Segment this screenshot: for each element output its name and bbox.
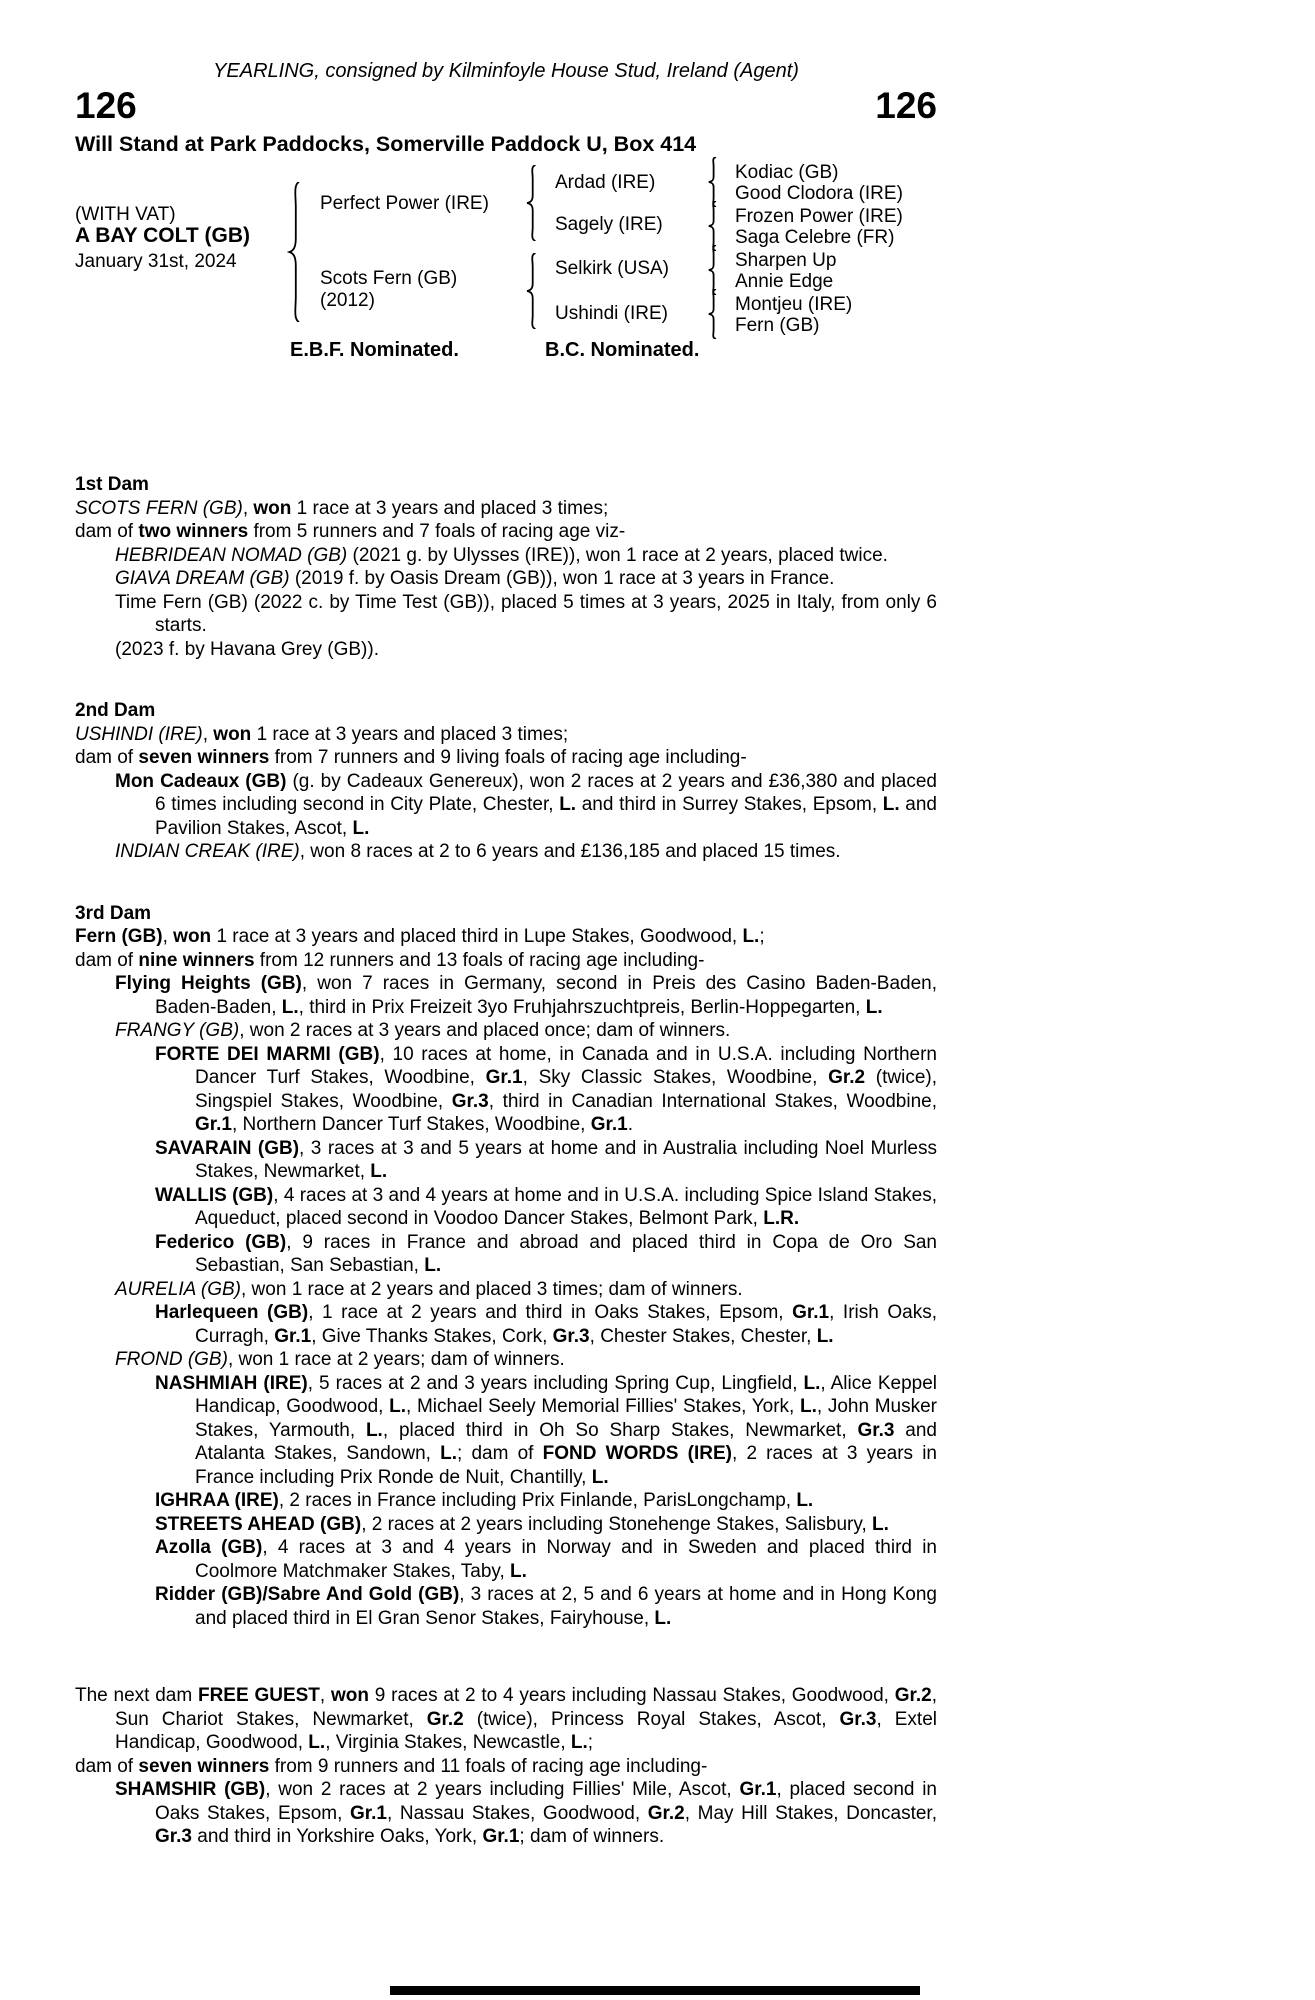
text-run: L. (281, 996, 299, 1018)
page-content (75, 0, 937, 1849)
pedigree-paragraph (75, 1684, 937, 1755)
text-run: SHAMSHIR (GB) (115, 1779, 266, 1800)
pedigree-paragraph (75, 1348, 937, 1372)
pedigree-section (75, 1684, 937, 1849)
lot-number-row (75, 87, 937, 124)
text-run: , John Musker Stakes, Yarmouth, (195, 1396, 938, 1441)
text-run: FROND (GB) (115, 1349, 228, 1370)
bc-nomination: B.C. Nominated. (545, 339, 700, 361)
text-run: , May Hill Stakes, Doncaster, (684, 1802, 937, 1824)
text-run: L. (424, 1255, 442, 1276)
text-run: ; (587, 1732, 594, 1753)
text-run: won (173, 926, 212, 947)
text-run: L. (570, 1732, 588, 1753)
text-run: Gr.2 (828, 1067, 866, 1088)
text-run: ; dam of winners. (519, 1826, 665, 1847)
great-grandparent: Kodiac (GB) (735, 162, 839, 183)
footer-bar (390, 1986, 920, 1995)
text-run: , (242, 497, 254, 519)
text-run: , Alice Keppel Handicap, Goodwood, (195, 1372, 937, 1417)
text-run: L.R. (763, 1208, 800, 1229)
foal-date: January 31st, 2024 (75, 251, 237, 272)
text-run: INDIAN CREAK (IRE) (115, 841, 300, 862)
text-run: , won 7 races in Germany, second in Preis des Casino Baden-Baden, Baden-Baden, (155, 973, 937, 1018)
text-run: SCOTS FERN (GB) (75, 497, 243, 519)
text-run: Flying Heights (GB) (115, 973, 302, 994)
text-run: L. (510, 1560, 527, 1582)
text-run: won (330, 1685, 369, 1706)
pedigree-paragraph (75, 972, 937, 1019)
granddam-1: Sagely (IRE) (555, 214, 663, 235)
text-run: , Sun Chariot Stakes, Newmarket, (115, 1685, 938, 1730)
text-run: dam of (75, 521, 139, 542)
pedigree-section (75, 902, 937, 1631)
text-run: L. (816, 1325, 834, 1347)
text-run: WALLIS (GB) (155, 1184, 274, 1206)
pedigree-paragraph (75, 1489, 937, 1513)
text-run: , Extel Handicap, Goodwood, (115, 1708, 937, 1753)
text-run: Harlequeen (GB) (155, 1302, 309, 1323)
text-run: FORTE DEI MARMI (GB) (155, 1043, 380, 1065)
text-run: , Northern Dancer Turf Stakes, Woodbine, (231, 1114, 591, 1135)
pedigree-brace (525, 253, 539, 329)
text-run: Gr.3 (857, 1419, 895, 1441)
text-run: L. (796, 1490, 814, 1511)
text-run: (2021 g. by Ulysses (IRE)), won 1 race at 2 years, placed twice. (347, 544, 888, 566)
text-run: , Irish Oaks, Curragh, (195, 1302, 937, 1347)
text-run: L. (654, 1607, 672, 1629)
pedigree-brace (287, 182, 303, 322)
lot-number-right: 126 (875, 85, 937, 126)
text-run: Federico (GB) (155, 1231, 287, 1253)
text-run: , won 1 race at 2 years and placed 3 times; dam of winners. (241, 1278, 743, 1300)
pedigree-paragraph (75, 746, 937, 770)
granddam-2: Ushindi (IRE) (555, 303, 668, 324)
text-run: L. (882, 794, 900, 815)
text-run: Gr.3 (552, 1325, 590, 1347)
text-run: AURELIA (GB) (115, 1278, 241, 1300)
text-run: , (202, 723, 214, 745)
nominations-row (75, 339, 937, 363)
text-run: L. (591, 1466, 609, 1488)
text-run: L. (559, 794, 577, 815)
text-run: ; (759, 926, 765, 947)
great-grandparent: Annie Edge (735, 271, 834, 292)
text-run: , 1 race at 2 years and third in Oaks Stakes, Epsom, (308, 1302, 793, 1323)
text-run: , 2 races at 2 years including Stonehenge Stakes, Salisbury, (361, 1513, 873, 1535)
pedigree-section (75, 699, 937, 864)
text-run: Gr.1 (482, 1826, 520, 1847)
text-run: and third in Yorkshire Oaks, York, (191, 1826, 483, 1847)
lot-number-left: 126 (75, 85, 137, 126)
text-run: STREETS AHEAD (GB) (155, 1513, 362, 1535)
text-run: L. (803, 1372, 821, 1394)
text-run: from 12 runners and 13 foals of racing age including- (254, 949, 705, 971)
pedigree-paragraph (75, 1536, 937, 1583)
text-run: NASHMIAH (IRE) (155, 1372, 308, 1394)
text-run: Gr.1 (792, 1302, 830, 1323)
pedigree-paragraph (75, 1513, 937, 1537)
text-run: Gr.1 (590, 1114, 628, 1135)
text-run: Gr.1 (274, 1325, 312, 1347)
text-run: , Chester Stakes, Chester, (589, 1325, 817, 1347)
vat-note: (WITH VAT) (75, 204, 176, 225)
pedigree-paragraph (75, 1137, 937, 1184)
pedigree-paragraph (75, 591, 937, 638)
text-run: Gr.3 (451, 1090, 489, 1112)
text-run: L. (440, 1443, 458, 1464)
text-run: , (319, 1685, 331, 1706)
text-run: from 5 runners and 7 foals of racing age viz- (248, 521, 626, 542)
text-run: (g. by Cadeaux Genereux), won 2 races at 2 years and £36,380 and placed 6 times including second in City Plate, Chester, (155, 770, 937, 815)
text-run: The next dam (75, 1685, 198, 1706)
text-run: , Virginia Stakes, Newcastle, (325, 1732, 571, 1753)
pedigree-paragraph (75, 1043, 937, 1137)
text-run: 1 race at 3 years and placed 3 times; (251, 723, 569, 745)
pedigree-paragraph (75, 1778, 937, 1849)
text-run: FRANGY (GB) (115, 1020, 240, 1041)
text-run: Gr.3 (839, 1708, 877, 1730)
text-run: and Atalanta Stakes, Sandown, (195, 1419, 937, 1464)
text-run: , 2 races at 3 years in France including Prix Ronde de Nuit, Chantilly, (195, 1443, 938, 1488)
text-run: , won 2 races at 2 years including Fillies' Mile, Ascot, (265, 1779, 740, 1800)
text-run: , Sky Classic Stakes, Woodbine, (522, 1067, 829, 1088)
text-run: L. (308, 1732, 326, 1753)
text-run: L. (865, 996, 883, 1018)
pedigree-brace (707, 201, 719, 251)
pedigree-paragraph (75, 567, 937, 591)
text-run: L. (742, 926, 760, 947)
pedigree-brace (707, 157, 719, 207)
pedigree-brace (525, 165, 539, 241)
horse-name: A BAY COLT (GB) (75, 224, 251, 247)
dam-heading: 3rd Dam (75, 902, 152, 924)
pedigree-paragraph (75, 520, 937, 544)
text-run: Time Fern (GB) (2022 c. by Time Test (GB)), placed 5 times at 3 years, 2025 in Italy, from only 6 starts. (115, 591, 937, 636)
pedigree-paragraph (75, 1583, 937, 1630)
text-run: , 2 races in France including Prix Finlande, ParisLongchamp, (278, 1490, 797, 1511)
pedigree-section (75, 473, 937, 661)
text-run: Gr.1 (350, 1802, 387, 1824)
pedigree-paragraph (75, 497, 937, 521)
pedigree-paragraph (75, 1372, 937, 1490)
pedigree-sections (75, 473, 937, 1849)
text-run: L. (799, 1396, 817, 1417)
pedigree-paragraph (75, 1755, 937, 1779)
text-run: L. (872, 1513, 889, 1535)
text-run: Azolla (GB) (155, 1537, 263, 1558)
text-run: USHINDI (IRE) (75, 723, 203, 745)
text-run: and third in Surrey Stakes, Epsom, (576, 794, 883, 815)
text-run: seven winners (138, 747, 270, 768)
text-run: , 9 races in France and abroad and placed third in Copa de Oro San Sebastian, San Sebastian, (195, 1231, 937, 1276)
great-grandparent: Fern (GB) (735, 315, 820, 336)
text-run: 9 races at 2 to 4 years including Nassau Stakes, Goodwood, (368, 1685, 895, 1706)
text-run: , won 8 races at 2 to 6 years and £136,185 and placed 15 times. (299, 841, 841, 862)
text-run: won (213, 723, 252, 745)
ebf-nomination: E.B.F. Nominated. (290, 339, 459, 361)
pedigree-paragraph (75, 1278, 937, 1302)
text-run: from 9 runners and 11 foals of racing age including- (269, 1755, 708, 1777)
great-grandparent: Montjeu (IRE) (735, 294, 853, 315)
text-run: , Give Thanks Stakes, Cork, (311, 1325, 553, 1347)
great-grandparent: Sharpen Up (735, 250, 837, 271)
text-run: , (162, 926, 174, 947)
pedigree-paragraph (75, 770, 937, 841)
text-run: (2023 f. by Havana Grey (GB)). (115, 638, 379, 660)
text-run: 1 race at 3 years and placed third in Lupe Stakes, Goodwood, (211, 926, 743, 947)
text-run: Gr.1 (739, 1779, 777, 1800)
text-run: , 3 races at 3 and 5 years at home and in Australia including Noel Murless Stakes, Newmarket, (195, 1137, 937, 1182)
text-run: dam of (75, 1755, 139, 1777)
dam-name: Scots Fern (GB) (320, 268, 458, 289)
text-run: , third in Canadian International Stakes, Woodbine, (488, 1090, 938, 1112)
text-run: L. (365, 1419, 383, 1441)
text-run: Ridder (GB)/Sabre And Gold (GB) (155, 1584, 460, 1605)
text-run: , 4 races at 3 and 4 years in Norway and in Sweden and placed third in Coolmore Matchmaker Stakes, Taby, (195, 1537, 937, 1582)
text-run: IGHRAA (IRE) (155, 1490, 279, 1511)
consignor-line: YEARLING, consigned by Kilminfoyle House Stud, Ireland (Agent) (213, 60, 799, 82)
text-run: SAVARAIN (GB) (155, 1137, 300, 1159)
text-run: L. (352, 817, 370, 839)
text-run: GIAVA DREAM (GB) (115, 568, 290, 589)
text-run: (twice), Singspiel Stakes, Woodbine, (195, 1067, 938, 1112)
text-run: 1 race at 3 years and placed 3 times; (291, 497, 609, 519)
pedigree-paragraph (75, 544, 937, 568)
text-run: , won 1 race at 2 years; dam of winners. (227, 1349, 565, 1370)
text-run: , placed third in Oh So Sharp Stakes, Newmarket, (382, 1419, 858, 1441)
pedigree-paragraph (75, 949, 937, 973)
grandsire-1: Ardad (IRE) (555, 172, 656, 193)
pedigree-brace (707, 245, 719, 295)
text-run: Gr.3 (155, 1826, 192, 1847)
text-run: Mon Cadeaux (GB) (115, 770, 287, 792)
text-run: FREE GUEST (197, 1685, 320, 1706)
pedigree-paragraph (75, 1184, 937, 1231)
dam-heading: 1st Dam (75, 474, 149, 495)
text-run: , Michael Seely Memorial Fillies' Stakes, York, (406, 1396, 800, 1417)
pedigree-table (75, 156, 937, 336)
great-grandparent: Good Clodora (IRE) (735, 183, 903, 204)
pedigree-paragraph (75, 723, 937, 747)
text-run: , 3 races at 2, 5 and 6 years at home and in Hong Kong and placed third in El Gran Senor Stakes, Fairyhouse, (195, 1584, 937, 1629)
text-run: Fern (GB) (75, 926, 163, 947)
text-run: . (627, 1114, 633, 1135)
pedigree-paragraph (75, 638, 937, 662)
pedigree-paragraph (75, 1019, 937, 1043)
text-run: won (253, 497, 292, 519)
text-run: , won 2 races at 3 years and placed once; dam of winners. (239, 1020, 731, 1041)
text-run: dam of (75, 949, 139, 971)
text-run: Gr.2 (426, 1708, 464, 1730)
text-run: Gr.1 (485, 1067, 523, 1088)
text-run: FOND WORDS (IRE) (542, 1443, 732, 1464)
text-run: nine winners (138, 949, 255, 971)
text-run: (2019 f. by Oasis Dream (GB)), won 1 race at 3 years in France. (289, 568, 835, 589)
text-run: , 10 races at home, in Canada and in U.S.A. including Northern Dancer Turf Stakes, Woodbine, (195, 1043, 937, 1088)
great-grandparent: Frozen Power (IRE) (735, 206, 903, 227)
pedigree-brace (707, 289, 719, 339)
text-run: Gr.2 (894, 1685, 932, 1706)
pedigree-paragraph (75, 1231, 937, 1278)
stand-location: Will Stand at Park Paddocks, Somerville Paddock U, Box 414 (75, 132, 697, 156)
text-run: dam of (75, 747, 139, 768)
pedigree-paragraph (75, 1301, 937, 1348)
text-run: , 5 races at 2 and 3 years including Spring Cup, Lingfield, (307, 1372, 804, 1394)
text-run: and Pavilion Stakes, Ascot, (155, 794, 937, 839)
dam-year: (2012) (320, 290, 375, 311)
text-run: Gr.2 (647, 1802, 685, 1824)
text-run: two winners (138, 521, 249, 542)
sire-name: Perfect Power (IRE) (320, 193, 489, 214)
dam-heading: 2nd Dam (75, 700, 156, 721)
grandsire-2: Selkirk (USA) (555, 258, 670, 279)
text-run: , 4 races at 3 and 4 years at home and in U.S.A. including Spice Island Stakes, Aqueduct, placed second in Voodoo Dancer Stakes, Belmont Park, (195, 1184, 937, 1229)
text-run: ; dam of (457, 1443, 543, 1464)
text-run: HEBRIDEAN NOMAD (GB) (115, 544, 348, 566)
text-run: Gr.1 (195, 1114, 232, 1135)
text-run: , third in Prix Freizeit 3yo Fruhjahrszuchtpreis, Berlin-Hoppegarten, (298, 996, 866, 1018)
text-run: , placed second in Oaks Stakes, Epsom, (155, 1779, 937, 1824)
pedigree-paragraph (75, 840, 937, 864)
text-run: from 7 runners and 9 living foals of racing age including- (269, 747, 747, 768)
text-run: seven winners (138, 1755, 270, 1777)
text-run: L. (389, 1396, 406, 1417)
pedigree-paragraph (75, 925, 937, 949)
great-grandparent: Saga Celebre (FR) (735, 227, 895, 248)
text-run: , Nassau Stakes, Goodwood, (386, 1802, 648, 1824)
text-run: L. (370, 1161, 388, 1182)
text-run: (twice), Princess Royal Stakes, Ascot, (463, 1708, 840, 1730)
